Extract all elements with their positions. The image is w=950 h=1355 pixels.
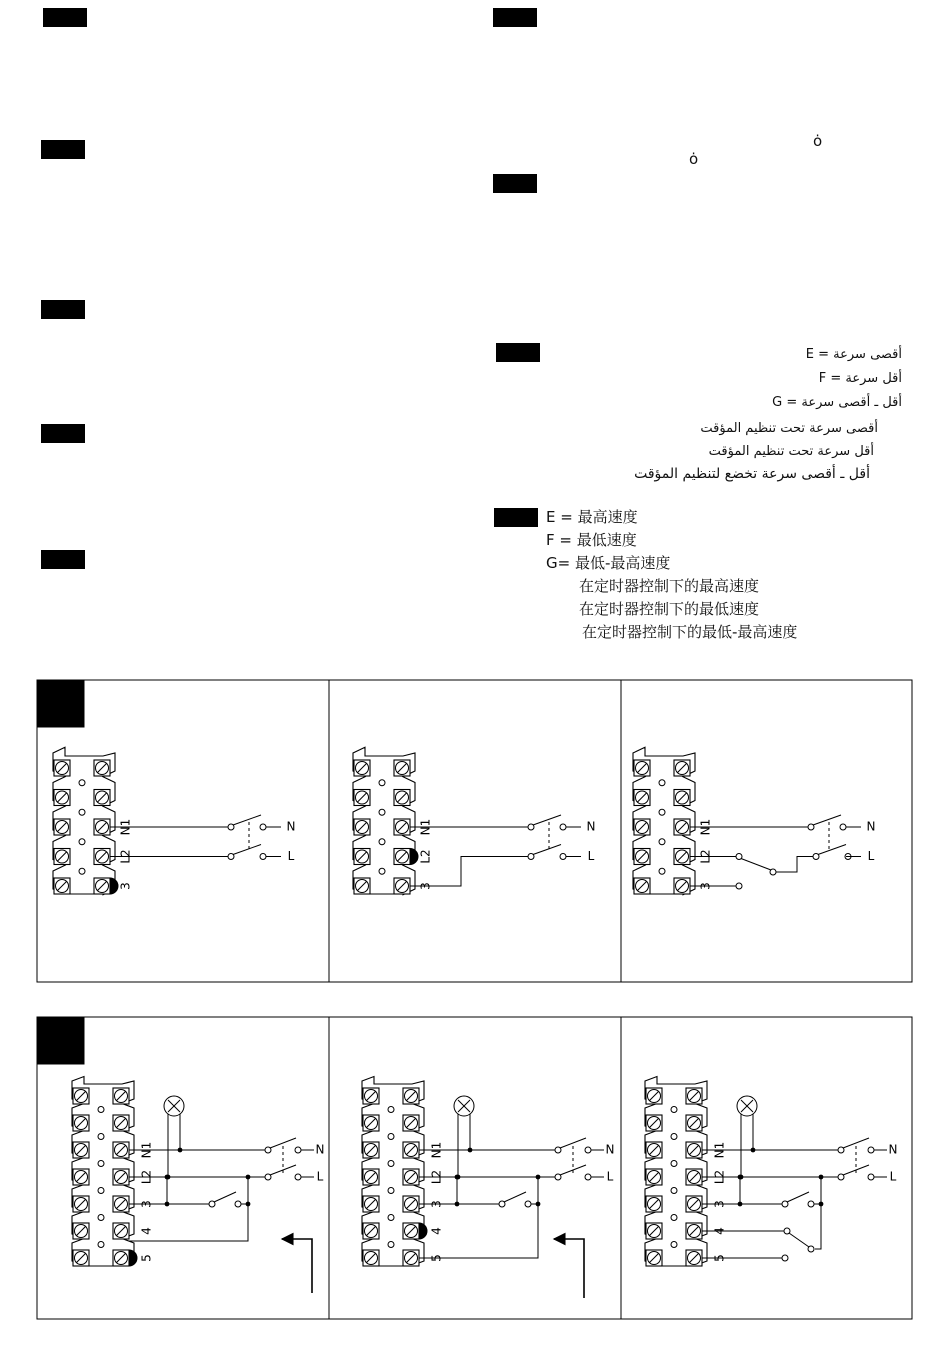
label-l2: L2	[429, 1169, 444, 1185]
screw-terminal	[646, 1142, 662, 1158]
screw-terminal	[674, 878, 690, 894]
screw-terminal	[73, 1169, 89, 1185]
screw-terminal	[646, 1250, 662, 1266]
screw-terminal	[113, 1223, 129, 1239]
screw-terminal	[113, 1088, 129, 1104]
switch-contact	[525, 1201, 531, 1207]
screw-terminal	[113, 1196, 129, 1212]
screw-terminal	[94, 819, 110, 835]
screw-terminal	[686, 1088, 702, 1104]
switch-n	[533, 815, 561, 825]
screw-terminal	[73, 1142, 89, 1158]
screw-terminal	[403, 1142, 419, 1158]
arrow-indicator	[554, 1239, 584, 1298]
screw-terminal	[634, 790, 650, 806]
screw-terminal	[634, 849, 650, 865]
terminal-hole	[79, 839, 85, 845]
screw-terminal	[94, 760, 110, 776]
screw-terminal	[394, 760, 410, 776]
screw-terminal	[363, 1223, 379, 1239]
junction-dot	[178, 1148, 183, 1153]
screw-terminal	[54, 849, 70, 865]
screw-terminal	[113, 1169, 129, 1185]
terminal-hole	[671, 1161, 677, 1167]
screw-terminal	[73, 1223, 89, 1239]
switch-l	[233, 845, 261, 855]
screw-terminal	[354, 878, 370, 894]
screw-terminal	[354, 849, 370, 865]
jumper-5	[129, 1250, 137, 1266]
screw-terminal	[674, 790, 690, 806]
terminal-hole	[79, 809, 85, 815]
label-5: 5	[139, 1254, 154, 1262]
screw-terminal	[634, 819, 650, 835]
arabic-line-e: أقصى سرعة = E	[805, 347, 902, 362]
screw-terminal	[94, 849, 110, 865]
screw-terminal	[94, 878, 110, 894]
label-3: 3	[429, 1200, 444, 1208]
switch-contact	[736, 883, 742, 889]
label-3: 3	[139, 1200, 154, 1208]
screw-terminal	[403, 1115, 419, 1131]
screw-terminal	[54, 878, 70, 894]
wire-3c	[815, 1177, 821, 1249]
label-5: 5	[429, 1254, 444, 1262]
switch-l	[818, 845, 846, 855]
terminal-hole	[671, 1188, 677, 1194]
junction-dot	[455, 1175, 460, 1180]
label-3: 3	[698, 882, 713, 890]
panel-frame-top	[37, 680, 912, 982]
switch-contact	[808, 1201, 814, 1207]
terminal-hole	[98, 1188, 104, 1194]
terminal-hole	[671, 1215, 677, 1221]
terminal-hole	[671, 1134, 677, 1140]
label-l2: L2	[139, 1169, 154, 1185]
label-n1: N1	[712, 1141, 727, 1159]
switch-contact	[868, 1174, 874, 1180]
screw-terminal	[54, 819, 70, 835]
screw-terminal	[73, 1196, 89, 1212]
label-3: 3	[418, 882, 433, 890]
label-n1: N1	[139, 1141, 154, 1159]
screw-terminal	[113, 1115, 129, 1131]
switch-contact	[560, 854, 566, 860]
label-n1: N1	[429, 1141, 444, 1159]
screw-terminal	[686, 1223, 702, 1239]
screw-terminal	[686, 1142, 702, 1158]
jumper-3	[110, 878, 118, 894]
screw-terminal	[54, 790, 70, 806]
screw-terminal	[686, 1196, 702, 1212]
label-n: N	[866, 819, 876, 834]
screw-terminal	[403, 1250, 419, 1266]
label-n: N	[605, 1142, 615, 1157]
label-4: 4	[139, 1227, 154, 1235]
terminal-hole	[379, 809, 385, 815]
screw-terminal	[54, 760, 70, 776]
timer-switch	[504, 1192, 526, 1202]
screw-terminal	[403, 1196, 419, 1212]
screw-terminal	[394, 819, 410, 835]
terminal-hole	[98, 1107, 104, 1113]
panel-label-top	[37, 680, 84, 727]
terminal-hole	[388, 1161, 394, 1167]
junction-dot	[751, 1148, 756, 1153]
screw-terminal	[113, 1142, 129, 1158]
screw-terminal	[686, 1250, 702, 1266]
junction-dot	[536, 1175, 541, 1180]
label-n1: N1	[118, 818, 133, 836]
arabic-line-f: أقل سرعة = F	[818, 371, 902, 386]
label-l: L	[587, 849, 595, 863]
label-4: 4	[429, 1227, 444, 1235]
panel-label-bottom	[37, 1017, 84, 1064]
screw-terminal	[403, 1169, 419, 1185]
chinese-line-5: 在定时器控制下的最低速度	[579, 600, 760, 618]
screw-terminal	[73, 1115, 89, 1131]
switch-n	[813, 815, 841, 825]
screw-terminal	[363, 1196, 379, 1212]
switch-contact	[782, 1255, 788, 1261]
screw-terminal	[113, 1250, 129, 1266]
terminal-hole	[379, 839, 385, 845]
arabic-line-6: أقل ـ أقصى سرعة تخضع لتنظيم المؤقت	[634, 466, 870, 482]
screw-terminal	[634, 760, 650, 776]
label-3: 3	[712, 1200, 727, 1208]
terminal-hole	[659, 809, 665, 815]
junction-dot	[165, 1175, 170, 1180]
screw-terminal	[363, 1115, 379, 1131]
screw-terminal	[394, 878, 410, 894]
screw-terminal	[403, 1088, 419, 1104]
screw-terminal	[363, 1169, 379, 1185]
label-l: L	[287, 849, 295, 863]
terminal-hole	[659, 780, 665, 786]
screw-terminal	[354, 760, 370, 776]
screw-terminal	[363, 1142, 379, 1158]
screw-terminal	[674, 819, 690, 835]
label-l2: L2	[418, 849, 433, 864]
chinese-line-4: 在定时器控制下的最高速度	[579, 577, 760, 595]
label-l2: L2	[698, 849, 713, 864]
switch-l	[533, 845, 561, 855]
selector-lever	[789, 1233, 809, 1247]
junction-dot	[246, 1175, 251, 1180]
screw-terminal	[354, 819, 370, 835]
terminal-hole	[379, 868, 385, 874]
label-n: N	[586, 819, 596, 834]
screw-terminal	[674, 760, 690, 776]
switch-contact	[260, 854, 266, 860]
terminal-hole	[388, 1134, 394, 1140]
terminal-hole	[388, 1215, 394, 1221]
switch-contact	[840, 824, 846, 830]
label-n: N	[315, 1142, 325, 1157]
terminal-hole	[388, 1242, 394, 1248]
chinese-line-6: 在定时器控制下的最低-最高速度	[582, 623, 798, 641]
screw-terminal	[394, 849, 410, 865]
junction-dot	[468, 1148, 473, 1153]
screw-terminal	[686, 1169, 702, 1185]
arabic-line-4: أقصى سرعة تحت تنظيم المؤقت	[700, 421, 878, 436]
screw-terminal	[354, 790, 370, 806]
switch-contact	[560, 824, 566, 830]
terminal-hole	[388, 1188, 394, 1194]
screw-terminal	[646, 1223, 662, 1239]
screw-terminal	[363, 1088, 379, 1104]
terminal-hole	[98, 1215, 104, 1221]
label-l: L	[867, 849, 875, 863]
switch-contact	[260, 824, 266, 830]
label-4: 4	[712, 1227, 727, 1235]
switch-contact	[585, 1174, 591, 1180]
terminal-hole	[659, 868, 665, 874]
screw-terminal	[674, 849, 690, 865]
label-n1: N1	[418, 818, 433, 836]
chinese-line-f: F = 最低速度	[546, 531, 637, 549]
switch-contact	[868, 1147, 874, 1153]
terminal-hole	[98, 1134, 104, 1140]
label-l2: L2	[118, 849, 133, 864]
screw-terminal	[363, 1250, 379, 1266]
wire-sel	[776, 857, 816, 873]
screw-terminal	[403, 1223, 419, 1239]
screw-terminal	[646, 1196, 662, 1212]
label-l: L	[606, 1169, 614, 1184]
terminal-hole	[98, 1161, 104, 1167]
label-l: L	[889, 1169, 897, 1184]
arabic-line-g: أقل ـ أقصى سرعة = G	[772, 395, 902, 410]
switch-n	[233, 815, 261, 825]
terminal-hole	[79, 780, 85, 786]
chinese-line-e: E = 最高速度	[546, 508, 638, 526]
terminal-hole	[79, 868, 85, 874]
screw-terminal	[646, 1115, 662, 1131]
timer-switch	[787, 1192, 809, 1202]
arabic-line-5: أقل سرعة تحت تنظيم المؤقت	[708, 444, 874, 459]
arrow-indicator	[282, 1239, 312, 1293]
jumper-l2	[410, 849, 418, 865]
switch-contact	[295, 1174, 301, 1180]
jumper-4	[419, 1223, 427, 1239]
screw-terminal	[646, 1169, 662, 1185]
switch-contact	[295, 1147, 301, 1153]
selector-lever	[741, 859, 771, 871]
screw-terminal	[94, 790, 110, 806]
screw-terminal	[394, 790, 410, 806]
terminal-hole	[659, 839, 665, 845]
screw-terminal	[634, 878, 650, 894]
wire-5	[419, 1177, 538, 1258]
label-n: N	[286, 819, 296, 834]
junction-dot	[819, 1175, 824, 1180]
terminal-hole	[379, 780, 385, 786]
switch-contact	[585, 1147, 591, 1153]
dot-mark-2: ȯ	[689, 150, 699, 168]
chinese-line-g: G= 最低-最高速度	[546, 554, 671, 572]
terminal-hole	[671, 1242, 677, 1248]
label-l2: L2	[712, 1169, 727, 1185]
label-l: L	[316, 1169, 324, 1184]
screw-terminal	[646, 1088, 662, 1104]
dot-mark-1: ȯ	[813, 132, 823, 150]
switch-contact	[235, 1201, 241, 1207]
junction-dot	[738, 1175, 743, 1180]
screw-terminal	[73, 1088, 89, 1104]
label-3: 3	[118, 882, 133, 890]
timer-switch	[214, 1192, 236, 1202]
screw-terminal	[686, 1115, 702, 1131]
label-n: N	[888, 1142, 898, 1157]
terminal-hole	[671, 1107, 677, 1113]
terminal-hole	[98, 1242, 104, 1248]
terminal-hole	[388, 1107, 394, 1113]
label-n1: N1	[698, 818, 713, 836]
screw-terminal	[73, 1250, 89, 1266]
label-5: 5	[712, 1254, 727, 1262]
